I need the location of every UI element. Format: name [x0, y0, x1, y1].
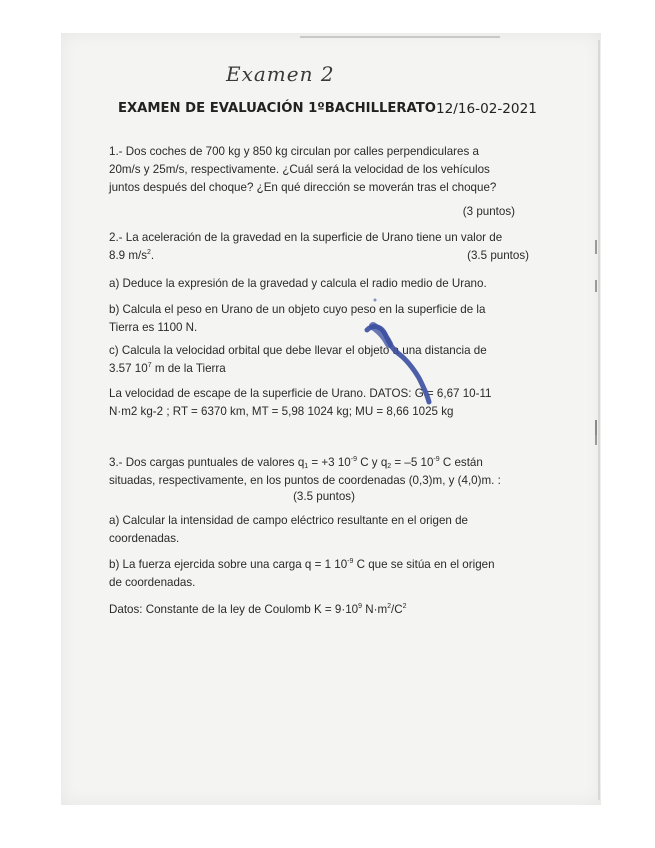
q2-data — [109, 385, 549, 421]
q2-data-line2: N·m2 kg-2 ; RT = 6370 km, MT = 5,98 1024 kg; MU = 8,66 1025 kg — [109, 405, 454, 418]
q2-line1: 2.- La aceleración de la gravedad en la superficie de Urano tiene un valor de — [109, 231, 503, 244]
q3-part-b — [109, 556, 549, 592]
exam-title: EXAMEN DE EVALUACIÓN 1ºBACHILLERATO — [118, 101, 436, 116]
q2-c-line2: 3.57 $10^7$ m de la Tierra — [109, 362, 226, 375]
q2-line2: 8.9 $m/s^2$. — [109, 249, 155, 262]
handwritten-note: Examen 2 — [226, 62, 335, 86]
q2-part-a: a) Deduce la expresión de la gravedad y calcula el radio medio de Urano. — [109, 277, 487, 290]
q1-line1: 1.- Dos coches de 700 kg y 850 kg circulan por calles perpendiculares a — [109, 145, 479, 158]
q2-part-b — [109, 301, 549, 337]
q1-line2: 20m/s y 25m/s, respectivamente. ¿Cuál será la velocidad de los vehículos — [109, 163, 490, 176]
exam-date: 12/16-02-2021 — [436, 101, 537, 117]
q3-line2: situadas, respectivamente, en los puntos de coordenadas (0,3)m, y (4,0)m. : — [109, 474, 501, 487]
q2-b-line2: Tierra es 1100 N. — [109, 321, 198, 334]
q1-line3: juntos después del choque? ¿En qué dirección se moverán tras el choque? — [109, 181, 497, 194]
q1-text — [109, 143, 549, 197]
ink-scribble — [355, 290, 445, 420]
scan-edge-top — [300, 36, 500, 38]
q1-points: (3 puntos) — [462, 205, 515, 218]
q3-b-line2: de coordenadas. — [109, 576, 196, 589]
q3-points: (3.5 puntos) — [293, 490, 355, 503]
q3-a-line1: a) Calcular la intensidad de campo eléctrico resultante en el origen de — [109, 514, 468, 527]
q2-c-line1: c) Calcula la velocidad orbital que debe llevar el objeto a una distancia de — [109, 344, 487, 357]
q3-b-line1: b) La fuerza ejercida sobre una carga q = 1 $10^{-9}$ C que se sitúa en el origen — [109, 558, 495, 571]
q3-part-a — [109, 512, 549, 548]
scan-marks — [594, 230, 600, 690]
q3-line1: 3.- Dos cargas puntuales de valores $q_1 = +3$ $10^{-9}$ C y $q_2 = -5$ $10^{-9}$ C están — [109, 456, 483, 470]
q3-constant: Datos: Constante de la ley de Coulomb $K = 9\cdot 10^9$ $N\cdot m^2/C^2$ — [109, 603, 407, 616]
q2-b-line1: b) Calcula el peso en Urano de un objeto cuyo peso en la superficie de la — [109, 303, 486, 316]
q2-gravity-value: 8.9 m/s — [109, 249, 148, 262]
q2-data-line1: La velocidad de escape de la superficie de Urano. DATOS: G = 6,67 10-11 — [109, 387, 492, 400]
q2-points: (3.5 puntos) — [467, 249, 529, 262]
q2-part-c — [109, 342, 549, 378]
q3-a-line2: coordenadas. — [109, 532, 180, 545]
